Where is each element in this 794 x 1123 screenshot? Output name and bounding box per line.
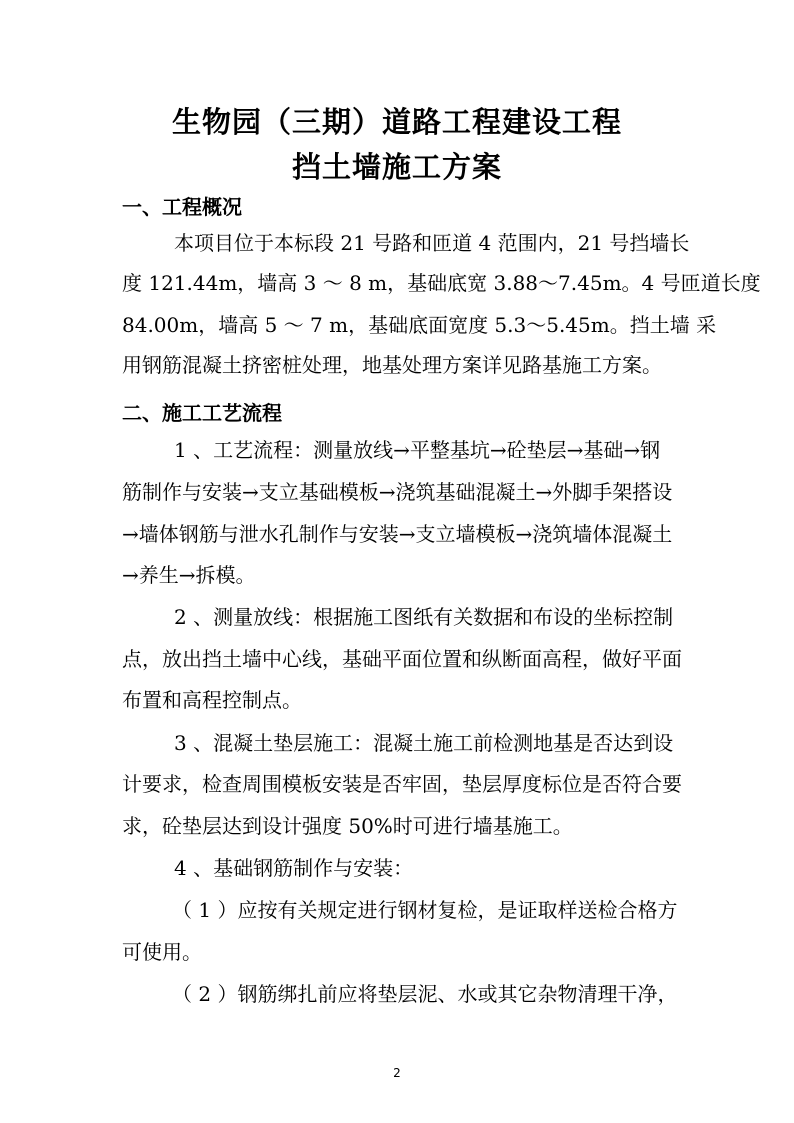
section-heading-process: 二、施工工艺流程 xyxy=(122,401,282,425)
page-number: 2 xyxy=(393,1066,401,1080)
paragraph-line: 用钢筋混凝土挤密桩处理，地基处理方案详见路基施工方案。 xyxy=(122,353,662,377)
paragraph-line: 可使用。 xyxy=(122,940,202,964)
paragraph-line: 计要求，检查周围模板安装是否牢固，垫层厚度标位是否符合要 xyxy=(122,772,682,796)
paragraph-line: 84.00m，墙高 5 ～ 7 m，基础底面宽度 5.3～5.45m。挡土墙 采 xyxy=(122,313,717,337)
paragraph-line: 4 、基础钢筋制作与安装： xyxy=(174,856,414,880)
document-title-line-2: 挡土墙施工方案 xyxy=(291,150,502,184)
paragraph-line: 3 、混凝土垫层施工：混凝土施工前检测地基是否达到设 xyxy=(174,731,674,755)
paragraph-line: （ 2 ）钢筋绑扎前应将垫层泥、水或其它杂物清理干净， xyxy=(172,982,678,1006)
paragraph-line: 本项目位于本标段 21 号路和匝道 4 范围内，21 号挡墙长 xyxy=(174,231,690,255)
paragraph-line: 度 121.44m，墙高 3 ～ 8 m，基础底宽 3.88～7.45m。4 号匝道长度 xyxy=(122,271,761,295)
paragraph-line: （ 1 ）应按有关规定进行钢材复检，是证取样送检合格方 xyxy=(172,898,678,922)
paragraph-line: →养生→拆模。 xyxy=(122,563,256,587)
paragraph-line: 布置和高程控制点。 xyxy=(122,688,302,712)
paragraph-line: 点，放出挡土墙中心线，基础平面位置和纵断面高程，做好平面 xyxy=(122,647,682,671)
section-heading-overview: 一、工程概况 xyxy=(122,195,242,219)
paragraph-line: 2 、测量放线：根据施工图纸有关数据和布设的坐标控制 xyxy=(174,605,674,629)
document-title-line-1: 生物园（三期）道路工程建设工程 xyxy=(171,105,622,139)
paragraph-line: →墙体钢筋与泄水孔制作与安装→支立墙模板→浇筑墙体混凝土 xyxy=(122,522,673,546)
paragraph-line: 1 、工艺流程：测量放线→平整基坑→砼垫层→基础→钢 xyxy=(174,438,661,462)
paragraph-line: 求，砼垫层达到设计强度 50%时可进行墙基施工。 xyxy=(122,814,573,838)
paragraph-line: 筋制作与安装→支立基础模板→浇筑基础混凝土→外脚手架搭设 xyxy=(122,480,673,504)
